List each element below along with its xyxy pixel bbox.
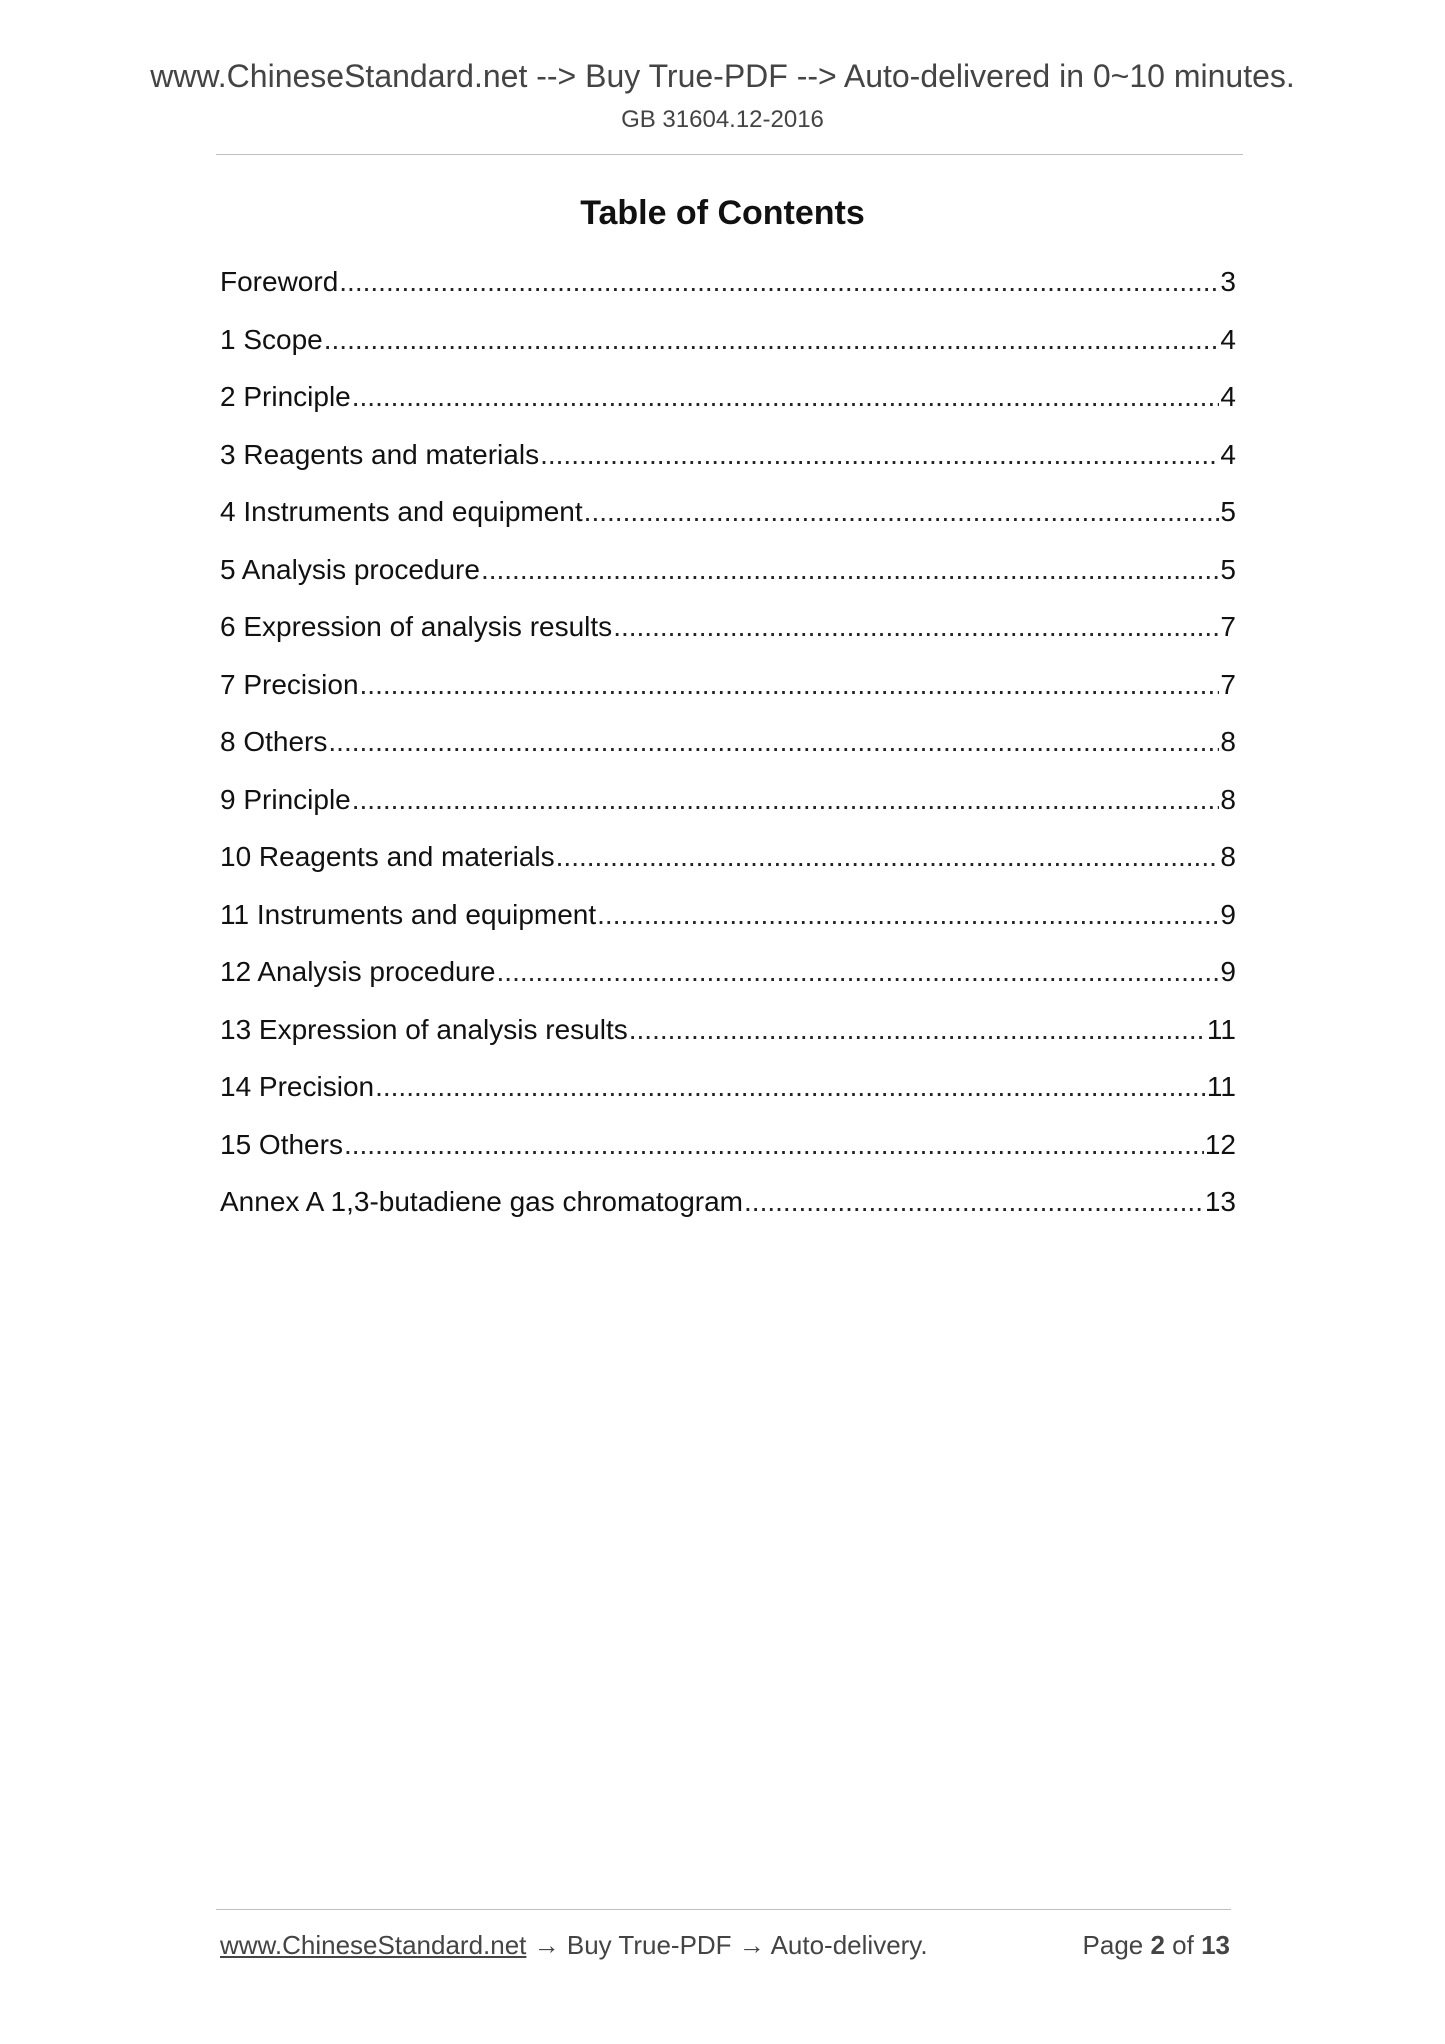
toc-leader-dots	[584, 492, 1220, 532]
toc-entry-page: 8	[1220, 841, 1236, 872]
toc-entry-reagents[interactable]	[220, 435, 1236, 493]
toc-entry-principle[interactable]	[220, 377, 1236, 435]
toc-entry-page: 4	[1220, 381, 1236, 412]
toc-leader-dots	[744, 1182, 1204, 1222]
toc-entry-analysis-procedure-2[interactable]	[220, 952, 1236, 1010]
toc-entry-label: 1 Scope	[220, 323, 323, 355]
toc-entry-instruments[interactable]	[220, 492, 1236, 550]
website-link[interactable]: www.ChineseStandard.net	[220, 1930, 527, 1960]
toc-entry-label: 7 Precision	[220, 668, 359, 700]
toc-leader-dots	[352, 377, 1220, 417]
toc-entry-page: 4	[1220, 438, 1236, 470]
toc-entry-page: 3	[1220, 266, 1236, 297]
toc-entry-page: 9	[1220, 898, 1236, 930]
toc-leader-dots	[597, 895, 1219, 935]
toc-entry-label: 9 Principle	[220, 783, 351, 815]
page-number	[1083, 1930, 1230, 1961]
toc-entry-page: 11	[1206, 1071, 1236, 1102]
header-banner: www.ChineseStandard.net --> Buy True-PDF --> Auto-delivered in 0~10 minutes.	[150, 58, 1295, 94]
toc-entry-precision-2[interactable]	[220, 1067, 1236, 1125]
toc-leader-dots	[629, 1010, 1206, 1050]
toc-entry-label: 6 Expression of analysis results	[220, 611, 613, 642]
toc-entry-label: 10 Reagents and materials	[220, 841, 555, 872]
toc-leader-dots	[556, 837, 1220, 877]
toc-entry-page: 7	[1220, 611, 1236, 642]
toc-entry-label: 4 Instruments and equipment	[220, 496, 583, 527]
header-divider	[216, 154, 1243, 155]
toc-entry-annex-a[interactable]	[220, 1182, 1236, 1240]
toc-entry-label: 13 Expression of analysis results	[220, 1013, 628, 1045]
toc-entry-page: 8	[1220, 783, 1236, 815]
footer-delivery-text: → Buy True-PDF → Auto-delivery.	[526, 1930, 928, 1960]
toc-title: Table of Contents	[580, 194, 865, 232]
page-total: 13	[1201, 1930, 1230, 1960]
toc-entry-label: 2 Principle	[220, 381, 351, 412]
toc-entry-label: Annex A 1,3-butadiene gas chromatogram	[220, 1186, 744, 1217]
toc-leader-dots	[352, 780, 1220, 820]
toc-entry-label: 12 Analysis procedure	[220, 956, 496, 987]
toc-entry-label: 5 Analysis procedure	[220, 553, 480, 585]
footer-left	[220, 1930, 928, 1961]
toc-entry-instruments-2[interactable]	[220, 895, 1236, 953]
toc-entry-expression-results-2[interactable]	[220, 1010, 1236, 1068]
footer-divider	[216, 1909, 1231, 1910]
page-of: of	[1164, 1930, 1202, 1960]
toc-entry-page: 4	[1220, 323, 1236, 355]
standard-number: GB 31604.12-2016	[621, 106, 824, 133]
toc-entry-expression-results[interactable]	[220, 607, 1236, 665]
toc-leader-dots	[360, 665, 1220, 705]
toc-entry-page: 5	[1220, 553, 1236, 585]
page-prefix: Page	[1082, 1930, 1151, 1960]
toc-entry-label: 14 Precision	[220, 1071, 375, 1102]
toc-entry-foreword[interactable]	[220, 262, 1236, 320]
toc-entry-others[interactable]	[220, 722, 1236, 780]
toc-entry-page: 7	[1220, 668, 1236, 700]
toc-entry-page: 9	[1220, 956, 1236, 987]
toc-leader-dots	[497, 952, 1220, 992]
toc-entry-label: 11 Instruments and equipment	[220, 898, 597, 930]
toc-entry-page: 12	[1204, 1128, 1236, 1160]
toc-entry-label: Foreword	[220, 266, 339, 297]
toc-leader-dots	[540, 435, 1219, 475]
toc-entry-page: 5	[1220, 496, 1236, 527]
toc-entry-principle-2[interactable]	[220, 780, 1236, 838]
toc-entry-analysis-procedure[interactable]	[220, 550, 1236, 608]
toc-entry-label: 8 Others	[220, 726, 328, 757]
toc-leader-dots	[328, 722, 1219, 762]
toc-leader-dots	[339, 262, 1219, 302]
toc-entry-scope[interactable]	[220, 320, 1236, 378]
toc-leader-dots	[613, 607, 1219, 647]
toc-list	[220, 262, 1236, 1240]
toc-entry-page: 8	[1220, 726, 1236, 757]
toc-entry-precision[interactable]	[220, 665, 1236, 723]
toc-entry-reagents-2[interactable]	[220, 837, 1236, 895]
toc-entry-label: 15 Others	[220, 1128, 343, 1160]
toc-leader-dots	[375, 1067, 1206, 1107]
toc-entry-label: 3 Reagents and materials	[220, 438, 540, 470]
toc-entry-others-2[interactable]	[220, 1125, 1236, 1183]
toc-leader-dots	[481, 550, 1219, 590]
page-current: 2	[1150, 1930, 1165, 1960]
toc-entry-page: 11	[1206, 1013, 1236, 1045]
toc-entry-page: 13	[1204, 1186, 1236, 1217]
toc-leader-dots	[324, 320, 1220, 360]
toc-leader-dots	[344, 1125, 1204, 1165]
